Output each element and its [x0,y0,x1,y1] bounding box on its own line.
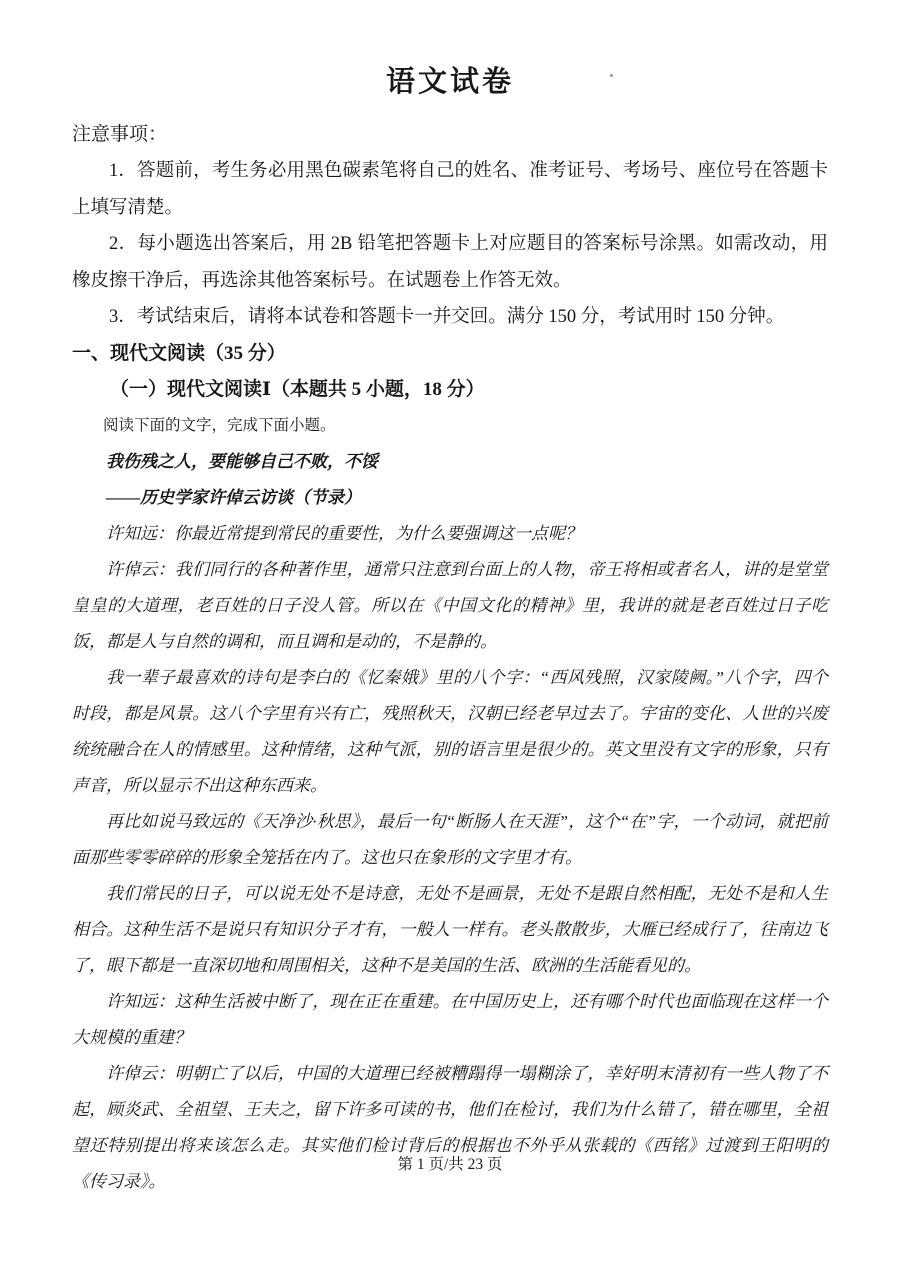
passage-paragraph: 再比如说马致远的《天净沙·秋思》，最后一句“断肠人在天涯”，这个“在”字，一个动词，就把前面那些零零碎碎的形象全笼括在内了。这也只在象形的文字里才有。 [72,811,828,867]
notice-item: 1．答题前，考生务必用黑色碳素笔将自己的姓名、准考证号、考场号、座位号在答题卡上填写清楚。 [72,161,828,218]
notice-heading: 注意事项： [72,124,168,145]
reading-passage [72,444,828,1200]
passage-byline: ——历史学家许倬云访谈（节录） [106,487,361,507]
page-footer: 第 1 页/共 23 页 [397,1156,503,1173]
section-heading: 一、现代文阅读（35 分） [72,342,286,364]
passage-paragraph: 我一辈子最喜欢的诗句是李白的《忆秦娥》里的八个字：“西风残照，汉家陵阙。”八个字，四个时段，都是风景。这八个字里有兴有亡，残照秋天，汉朝已经老早过去了。宇宙的变化、人世的兴废统统融合在人的情感里。这种情绪，这种气派，别的语言里是很少的。英文里没有文字的形象，只有声音，所以显示不出这种东西来。 [72,667,828,795]
passage-paragraph: 我们常民的日子，可以说无处不是诗意，无处不是画景，无处不是跟自然相配，无处不是和人生相合。这种生活不是说只有知识分子才有，一般人一样有。老头散散步，大雁已经成行了，往南边飞了，眼下都是一直深切地和周围相关，这种不是美国的生活、欧洲的生活能看见的。 [72,883,828,975]
passage-paragraph: 许倬云：明朝亡了以后，中国的大道理已经被糟蹋得一塌糊涂了，幸好明末清初有一些人物了不起，顾炎武、全祖望、王夫之，留下许多可读的书，他们在检讨，我们为什么错了，错在哪里，全祖望还特别提出将来该怎么走。其实他们检讨背后的根据也不外乎从张载的《西铭》过渡到王阳明的《传习录》。 [72,1063,828,1191]
passage-title: 我伤残之人，要能够自己不败，不馁 [106,451,378,471]
subsection-heading: （一）现代文阅读Ⅰ（本题共 5 小题，18 分） [110,378,485,400]
document-title: 语文试卷 [385,66,514,98]
notice-item: 3．考试结束后，请将本试卷和答题卡一并交回。满分 150 分，考试用时 150 分钟。 [109,307,785,327]
passage-paragraph: 许知远：这种生活被中断了，现在正在重建。在中国历史上，还有哪个时代也面临现在这样一个大规模的重建？ [72,991,828,1047]
passage-paragraph: 许倬云：我们同行的各种著作里，通常只注意到台面上的人物，帝王将相或者名人，讲的是堂堂皇皇的大道理，老百姓的日子没人管。所以在《中国文化的精神》里，我讲的就是老百姓过日子吃饭，都是人与自然的调和，而且调和是动的，不是静的。 [72,559,828,651]
reading-instruction: 阅读下面的文字，完成下面小题。 [103,416,336,434]
ink-speck [610,74,613,77]
notice-item: 2．每小题选出答案后，用 2B 铅笔把答题卡上对应题目的答案标号涂黑。如需改动，用橡皮擦干净后，再选涂其他答案标号。在试题卷上作答无效。 [72,234,828,291]
passage-paragraph: 许知远：你最近常提到常民的重要性，为什么要强调这一点呢？ [106,523,582,543]
